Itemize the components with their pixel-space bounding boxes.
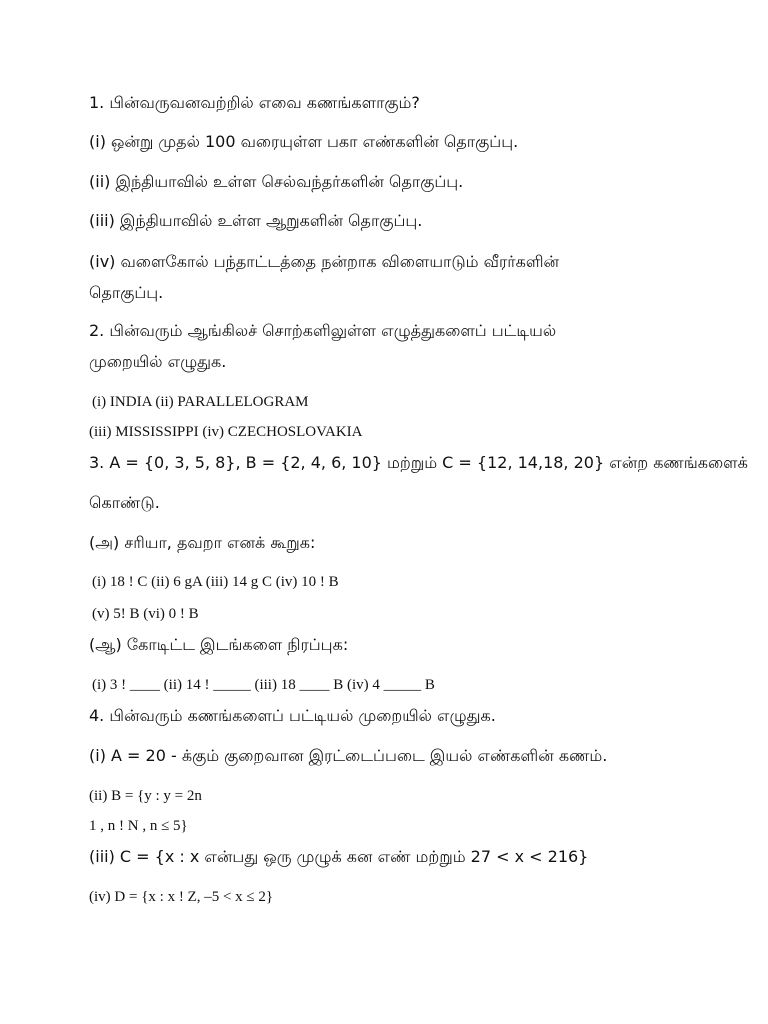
question-4-item-ii-continued: 1 , n ! N , n ≤ 5}: [89, 818, 188, 834]
question-4-item-iv: (iv) D = {x : x ! Z, –5 < x ≤ 2}: [89, 889, 274, 905]
question-3-part-a-heading: (அ) சரியா, தவறா எனக் கூறுக:: [89, 533, 316, 552]
question-3-title-continued: கொண்டு.: [89, 493, 160, 512]
question-3-part-a-line-2: (v) 5! B (vi) 0 ! B: [92, 606, 199, 622]
question-2-words-line-1: (i) INDIA (ii) PARALLELOGRAM: [92, 394, 309, 410]
question-1-item-ii: (ii) இந்தியாவில் உள்ள செல்வந்தர்களின் தொகுப்பு.: [89, 172, 464, 191]
question-3-part-b-line-1: (i) 3 ! ____ (ii) 14 ! _____ (iii) 18 ____ B (iv) 4 _____ B: [92, 677, 435, 693]
question-1-item-iv-continued: தொகுப்பு.: [89, 283, 164, 302]
question-4-item-iii: (iii) C = {x : x என்பது ஒரு முழுக் கன எண் மற்றும் 27 < x < 216}: [89, 847, 589, 866]
question-1-title: 1. பின்வருவனவற்றில் எவை கணங்களாகும்?: [89, 93, 420, 112]
question-1-item-i: (i) ஒன்று முதல் 100 வரையுள்ள பகா எண்களின் தொகுப்பு.: [89, 132, 519, 151]
question-4-title: 4. பின்வரும் கணங்களைப் பட்டியல் முறையில் எழுதுக.: [89, 706, 496, 725]
question-3-title: 3. A = {0, 3, 5, 8}, B = {2, 4, 6, 10} மற்றும் C = {12, 14,18, 20} என்ற கணங்களைக்: [89, 453, 748, 472]
question-4-item-i: (i) A = 20 - க்கும் குறைவான இரட்டைப்படை இயல் எண்களின் கணம்.: [89, 746, 608, 765]
question-4-item-ii: (ii) B = {y : y = 2n: [89, 788, 202, 804]
question-2-words-line-2: (iii) MISSISSIPPI (iv) CZECHOSLOVAKIA: [89, 424, 363, 440]
question-1-item-iv: (iv) வளைகோல் பந்தாட்டத்தை நன்றாக விளையாடும் வீரர்களின்: [89, 252, 560, 271]
question-2-title-continued: முறையில் எழுதுக.: [89, 352, 227, 371]
question-2-title: 2. பின்வரும் ஆங்கிலச் சொற்களிலுள்ள எழுத்துகளைப் பட்டியல்: [89, 321, 557, 340]
question-3-part-b-heading: (ஆ) கோடிட்ட இடங்களை நிரப்புக:: [89, 635, 349, 654]
question-1-item-iii: (iii) இந்தியாவில் உள்ள ஆறுகளின் தொகுப்பு.: [89, 211, 423, 230]
question-3-part-a-line-1: (i) 18 ! C (ii) 6 gA (iii) 14 g C (iv) 10 ! B: [92, 574, 339, 590]
